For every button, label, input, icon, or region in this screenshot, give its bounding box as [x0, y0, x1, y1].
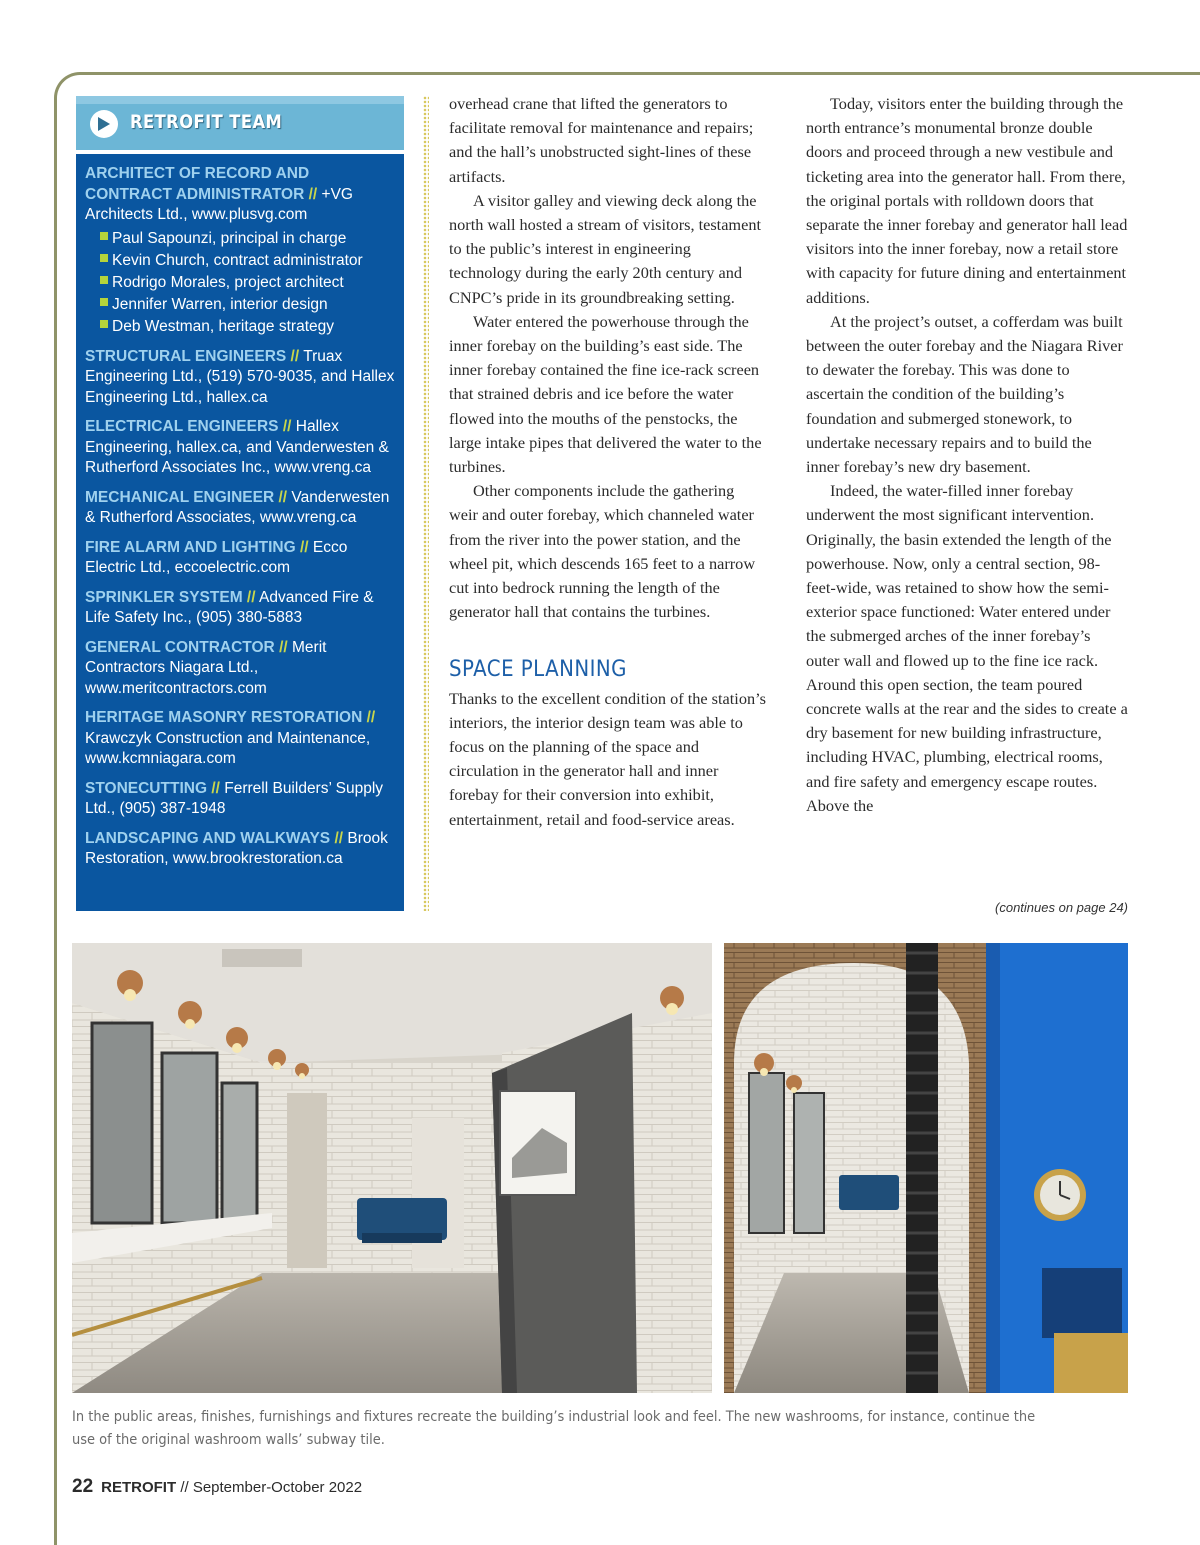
team-block: [85, 164, 396, 338]
member-name: Rodrigo Morales, project architect: [112, 273, 344, 291]
member-item: [100, 316, 396, 338]
team-role: LANDSCAPING AND WALKWAYS: [85, 829, 331, 847]
team-org: Ferrell Builders’ Supply Ltd., (905) 387-1948: [85, 779, 384, 817]
member-name: Deb Westman, heritage strategy: [112, 317, 334, 335]
team-role: ARCHITECT OF RECORD AND CONTRACT ADMINISTRATOR: [85, 165, 310, 203]
team-role: STRUCTURAL ENGINEERS: [85, 347, 287, 365]
continues-note: (continues on page 24): [995, 900, 1128, 915]
article-column-1: [449, 92, 767, 832]
bullet-icon: [100, 232, 108, 240]
team-role: SPRINKLER SYSTEM: [85, 588, 243, 606]
paragraph: Indeed, the water-filled inner forebay underwent the most significant intervention. Originally, the basin extended the length of the powerhouse. Now, only a central section, 98-feet-wide, was retained to show how the semi-exterior space functioned: Water entered under the submerged arches of the inner forebay’s outer wall and flowed up to the fine ice rack. Around this open section, the team poured concrete walls at the rear and the sides to create a dry basement for new building infrastructure, including HVAC, plumbing, electrical rooms, and fire safety and emergency escape routes. Above the: [806, 481, 1128, 815]
team-role: HERITAGE MASONRY RESTORATION: [85, 709, 363, 726]
dotted-divider: [423, 96, 429, 911]
member-item: [100, 272, 396, 294]
blue-door-illustration: [724, 943, 1128, 1393]
arrow-circle-icon: [90, 110, 118, 138]
paragraph: Thanks to the excellent condition of the station’s interiors, the interior design team was able to focus on the planning of the space and circulation in the generator hall and inner forebay for their conversion into exhibit, entertainment, retail and food-service areas.: [449, 688, 766, 829]
team-block: [85, 347, 396, 409]
washroom-illustration: [72, 943, 712, 1393]
sidebar-title: RETROFIT TEAM: [130, 111, 283, 133]
team-org: Advanced Fire & Life Safety Inc., (905) 380-5883: [85, 588, 374, 626]
bullet-icon: [100, 320, 108, 328]
team-org: Truax Engineering Ltd., (519) 570-9035, and Hallex Engineering Ltd., hallex.ca: [85, 347, 395, 406]
section-heading: SPACE PLANNING: [449, 657, 627, 683]
bullet-icon: [100, 254, 108, 262]
team-block: [85, 829, 396, 870]
separator: //: [366, 709, 376, 726]
paragraph: Water entered the powerhouse through the inner forebay on the building’s east side. The inner forebay contained the fine ice-rack screen that strained debris and ice before the water flowed into the mouths of the penstocks, the large intake pipes that delivered the water to the turbines.: [449, 311, 762, 477]
team-block: [85, 708, 396, 770]
article-column-2: [806, 92, 1128, 818]
separator: //: [278, 488, 288, 506]
member-name: Jennifer Warren, interior design: [112, 295, 328, 313]
page-number: 22: [72, 1476, 94, 1497]
team-block: [85, 538, 396, 579]
retrofit-team-list: [76, 154, 404, 911]
team-org: Merit Contractors Niagara Ltd., www.meritcontractors.com: [85, 638, 327, 697]
separator: //: [211, 779, 220, 797]
bullet-icon: [100, 298, 108, 306]
separator: //: [279, 638, 288, 656]
paragraph: Other components include the gathering weir and outer forebay, which channeled water from the river into the power station, and the wheel pit, which descends 165 feet to a narrow cut into bedrock running the length of the generator hall that contains the turbines.: [449, 481, 756, 622]
issue-date: // September-October 2022: [180, 1479, 363, 1496]
page-footer: [72, 1476, 362, 1498]
sidebar-header: [76, 96, 404, 150]
magazine-name: RETROFIT: [101, 1479, 177, 1496]
paragraph: Today, visitors enter the building through the north entrance’s monumental bronze double doors and proceed through a new vestibule and ticketing area into the generator hall. From there, the original portals with rolldown doors that separate the inner forebay and generator hall lead visitors into the inner forebay, now a retail store with capacity for future dining and entertainment additions.: [806, 94, 1128, 307]
team-block: [85, 588, 396, 629]
team-role: ELECTRICAL ENGINEERS: [85, 418, 279, 435]
blue-door-photo: [724, 943, 1128, 1393]
member-name: Kevin Church, contract administrator: [112, 251, 363, 269]
separator: //: [308, 185, 318, 203]
paragraph: At the project’s outset, a cofferdam was built between the outer forebay and the Niagara River to dewater the forebay. This was done to ascertain the condition of the building’s foundation and submerged stonework, to undertake necessary repairs and to build the inner forebay’s new dry basement.: [806, 311, 1123, 477]
separator: //: [282, 418, 292, 435]
member-list: [85, 228, 396, 338]
team-block: [85, 638, 396, 700]
team-block: [85, 779, 396, 820]
member-item: [100, 294, 396, 316]
team-org: Krawczyk Construction and Maintenance, www.kcmniagara.com: [85, 729, 371, 767]
separator: //: [299, 538, 309, 556]
header-stripe: [76, 96, 404, 104]
separator: //: [246, 588, 256, 606]
team-org: +VG Architects Ltd., www.plusvg.com: [85, 185, 353, 223]
team-org: Ecco Electric Ltd., eccoelectric.com: [85, 538, 348, 576]
team-block: [85, 417, 396, 479]
team-role: STONECUTTING: [85, 779, 207, 797]
team-org: Vanderwesten & Rutherford Associates, www.vreng.ca: [85, 488, 390, 526]
team-block: [85, 488, 396, 529]
team-role: FIRE ALARM AND LIGHTING: [85, 538, 296, 556]
paragraph: overhead crane that lifted the generators to facilitate removal for maintenance and repairs; and the hall’s unobstructed sight-lines of these artifacts.: [449, 94, 754, 186]
team-org: Brook Restoration, www.brookrestoration.ca: [85, 829, 388, 867]
photo-caption: In the public areas, finishes, furnishings and fixtures recreate the building’s industrial look and feel. The new washrooms, for instance, continue the use of the original washroom walls’ subway tile.: [72, 1409, 1036, 1448]
washroom-photo: [72, 943, 712, 1393]
team-role: MECHANICAL ENGINEER: [85, 488, 275, 506]
paragraph: A visitor galley and viewing deck along the north wall hosted a stream of visitors, testament to the public’s interest in engineering technology during the early 20th century and CNPC’s pride in its groundbreaking setting.: [449, 190, 761, 307]
team-role: GENERAL CONTRACTOR: [85, 638, 275, 656]
separator: //: [334, 829, 344, 847]
member-item: [100, 228, 396, 250]
member-item: [100, 250, 396, 272]
bullet-icon: [100, 276, 108, 284]
team-org: Hallex Engineering, hallex.ca, and Vanderwesten & Rutherford Associates Inc., www.vreng.ca: [85, 418, 389, 476]
member-name: Paul Sapounzi, principal in charge: [112, 229, 347, 247]
separator: //: [290, 347, 300, 365]
